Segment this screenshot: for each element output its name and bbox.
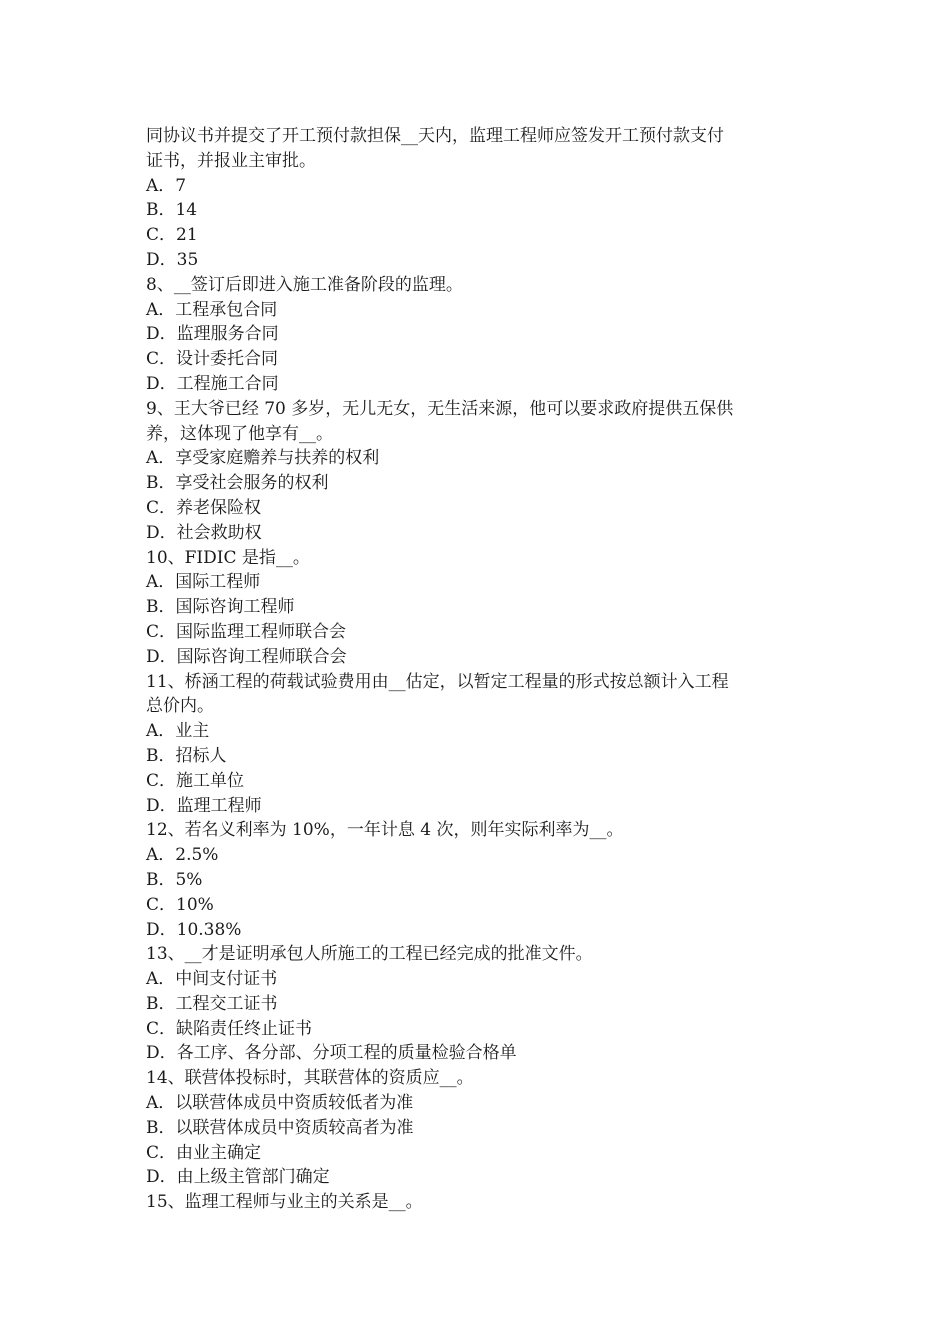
question-7-option-a: A．7 bbox=[146, 175, 187, 196]
question-14-option-c: C．由业主确定 bbox=[146, 1142, 262, 1163]
question-14-option-d: D．由上级主管部门确定 bbox=[146, 1167, 330, 1188]
question-11-stem-line-2: 总价内。 bbox=[146, 696, 214, 717]
question-7-option-b: B．14 bbox=[146, 200, 198, 221]
question-8-option-a: A．工程承包合同 bbox=[146, 299, 278, 320]
question-10-option-a: A．国际工程师 bbox=[146, 572, 261, 593]
question-12-option-c: C．10% bbox=[146, 894, 214, 915]
question-14-stem: 14、联营体投标时，其联营体的资质应__。 bbox=[146, 1068, 474, 1089]
question-12-stem: 12、若名义利率为 10%，一年计息 4 次，则年实际利率为__。 bbox=[146, 820, 624, 841]
question-11-option-b: B．招标人 bbox=[146, 745, 227, 766]
question-9-option-d: D．社会救助权 bbox=[146, 522, 262, 543]
question-15-stem: 15、监理工程师与业主的关系是__。 bbox=[146, 1192, 423, 1213]
question-12-option-a: A．2.5% bbox=[146, 845, 219, 866]
question-7-option-d: D．35 bbox=[146, 249, 199, 270]
question-13-option-c: C．缺陷责任终止证书 bbox=[146, 1018, 313, 1039]
question-13-option-b: B．工程交工证书 bbox=[146, 993, 278, 1014]
question-8-stem: 8、__签订后即进入施工准备阶段的监理。 bbox=[146, 274, 463, 295]
question-13-option-a: A．中间支付证书 bbox=[146, 969, 278, 990]
question-11-option-c: C．施工单位 bbox=[146, 770, 245, 791]
question-9-option-a: A．享受家庭赡养与扶养的权利 bbox=[146, 448, 380, 469]
question-10-stem: 10、FIDIC 是指__。 bbox=[146, 547, 310, 568]
question-10-option-b: B．国际咨询工程师 bbox=[146, 597, 295, 618]
question-10-option-c: C．国际监理工程师联合会 bbox=[146, 621, 347, 642]
question-9-option-c: C．养老保险权 bbox=[146, 497, 262, 518]
question-9-option-b: B．享受社会服务的权利 bbox=[146, 473, 329, 494]
question-12-option-d: D．10.38% bbox=[146, 919, 242, 940]
question-8-option-c: C．设计委托合同 bbox=[146, 349, 279, 370]
question-8-option-b: D．监理服务合同 bbox=[146, 324, 279, 345]
question-7-stem-line-2: 证书，并报业主审批。 bbox=[146, 150, 316, 171]
question-9-stem-line-2: 养，这体现了他享有__。 bbox=[146, 423, 333, 444]
question-9-stem-line-1: 9、王大爷已经 70 多岁，无儿无女，无生活来源，他可以要求政府提供五保供 bbox=[146, 398, 734, 419]
question-14-option-a: A．以联营体成员中资质较低者为准 bbox=[146, 1093, 414, 1114]
question-10-option-d: D．国际咨询工程师联合会 bbox=[146, 646, 347, 667]
question-13-stem: 13、__才是证明承包人所施工的工程已经完成的批准文件。 bbox=[146, 944, 593, 965]
question-11-stem-line-1: 11、桥涵工程的荷载试验费用由__估定，以暂定工程量的形式按总额计入工程 bbox=[146, 671, 729, 692]
question-7-stem-line-1: 同协议书并提交了开工预付款担保__天内，监理工程师应签发开工预付款支付 bbox=[146, 126, 724, 146]
question-12-option-b: B．5% bbox=[146, 869, 203, 890]
question-8-option-d: D．工程施工合同 bbox=[146, 373, 279, 394]
question-11-option-a: A．业主 bbox=[146, 721, 210, 742]
question-13-option-d: D．各工序、各分部、分项工程的质量检验合格单 bbox=[146, 1043, 517, 1064]
question-7-option-c: C．21 bbox=[146, 225, 198, 246]
question-11-option-d: D．监理工程师 bbox=[146, 795, 262, 816]
question-14-option-b: B．以联营体成员中资质较高者为准 bbox=[146, 1117, 414, 1138]
document-page bbox=[146, 124, 811, 1215]
